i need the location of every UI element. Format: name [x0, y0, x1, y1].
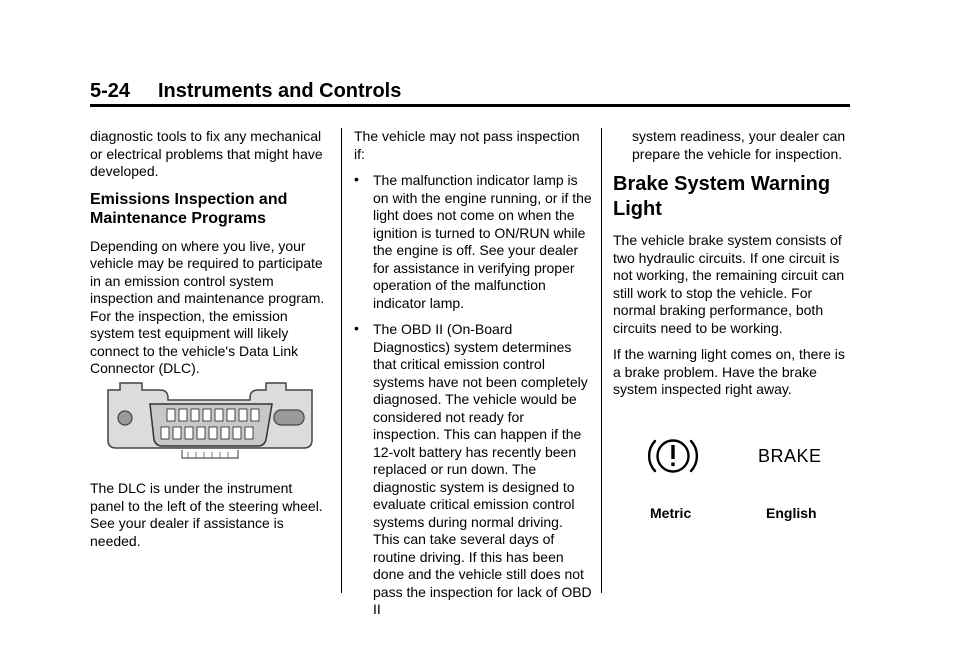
caption-english: English: [766, 505, 817, 521]
col1-paragraph-2: Depending on where you live, your vehicle may be required to participate in an emission control system inspection and maintenance program. For the inspection, the emission system test equipment will likely connect to the vehicle's Data Link Connector (DLC).: [90, 237, 325, 376]
col1-paragraph-1: diagnostic tools to fix any mechanical or electrical problems that might have developed.: [90, 128, 323, 179]
bullet-icon: •: [354, 320, 359, 336]
list-item-text: The OBD II (On-Board Diagnostics) system determines that critical emission control systems have not been completely diagnosed. The vehicle would be considered not ready for inspection. This can happen if the 12-volt battery has recently been replaced or run down. The diagnostic system is designed to evaluate critical emission control systems during normal driving. This can take several days of routine driving. If this has been done and the vehicle still does not pass the inspection for lack of OBD II: [373, 321, 592, 617]
col3-continuation: system readiness, your dealer can prepare the vehicle for inspection.: [632, 128, 846, 162]
list-item: [354, 172, 592, 312]
column-1-lower: [90, 480, 330, 559]
brake-warning-heading: Brake System Warning Light: [613, 173, 831, 220]
list-item: [354, 321, 592, 619]
column-divider-1: [341, 128, 342, 593]
caption-metric: Metric: [650, 505, 692, 521]
emissions-heading: Emissions Inspection and Maintenance Programs: [90, 190, 288, 227]
header-rule: [90, 104, 850, 107]
column-divider-2: [601, 128, 602, 593]
column-1: [90, 128, 330, 387]
col3-paragraph-2: If the warning light comes on, there is a brake problem. Have the brake system inspected right away.: [613, 346, 845, 397]
dlc-connector-icon: [100, 378, 320, 464]
col1-paragraph-3: The DLC is under the instrument panel to the left of the steering wheel. See your dealer if assistance is needed.: [90, 480, 323, 549]
column-3: [613, 128, 853, 408]
page-header: [90, 80, 850, 104]
bullet-icon: •: [354, 171, 359, 187]
brake-warning-english-icon: BRAKE: [758, 446, 822, 466]
inspection-failure-list: [354, 172, 592, 619]
section-title: Instruments and Controls: [158, 80, 402, 102]
list-item-text: The malfunction indicator lamp is on with the engine running, or if the light does not come on when the ignition is turned to ON/RUN while the engine is off. See your dealer for assistance in verifying proper operation of the malfunction indicator lamp.: [373, 172, 592, 311]
col2-intro: The vehicle may not pass inspection if:: [354, 128, 580, 162]
col3-paragraph-1: The vehicle brake system consists of two hydraulic circuits. If one circuit is not working, the remaining circuit can still work to stop the vehicle. For normal braking performance, both circuits need to be working.: [613, 232, 845, 336]
brake-warning-metric-icon: [644, 432, 702, 480]
column-2: [354, 128, 592, 628]
page-number: 5-24: [90, 80, 131, 102]
